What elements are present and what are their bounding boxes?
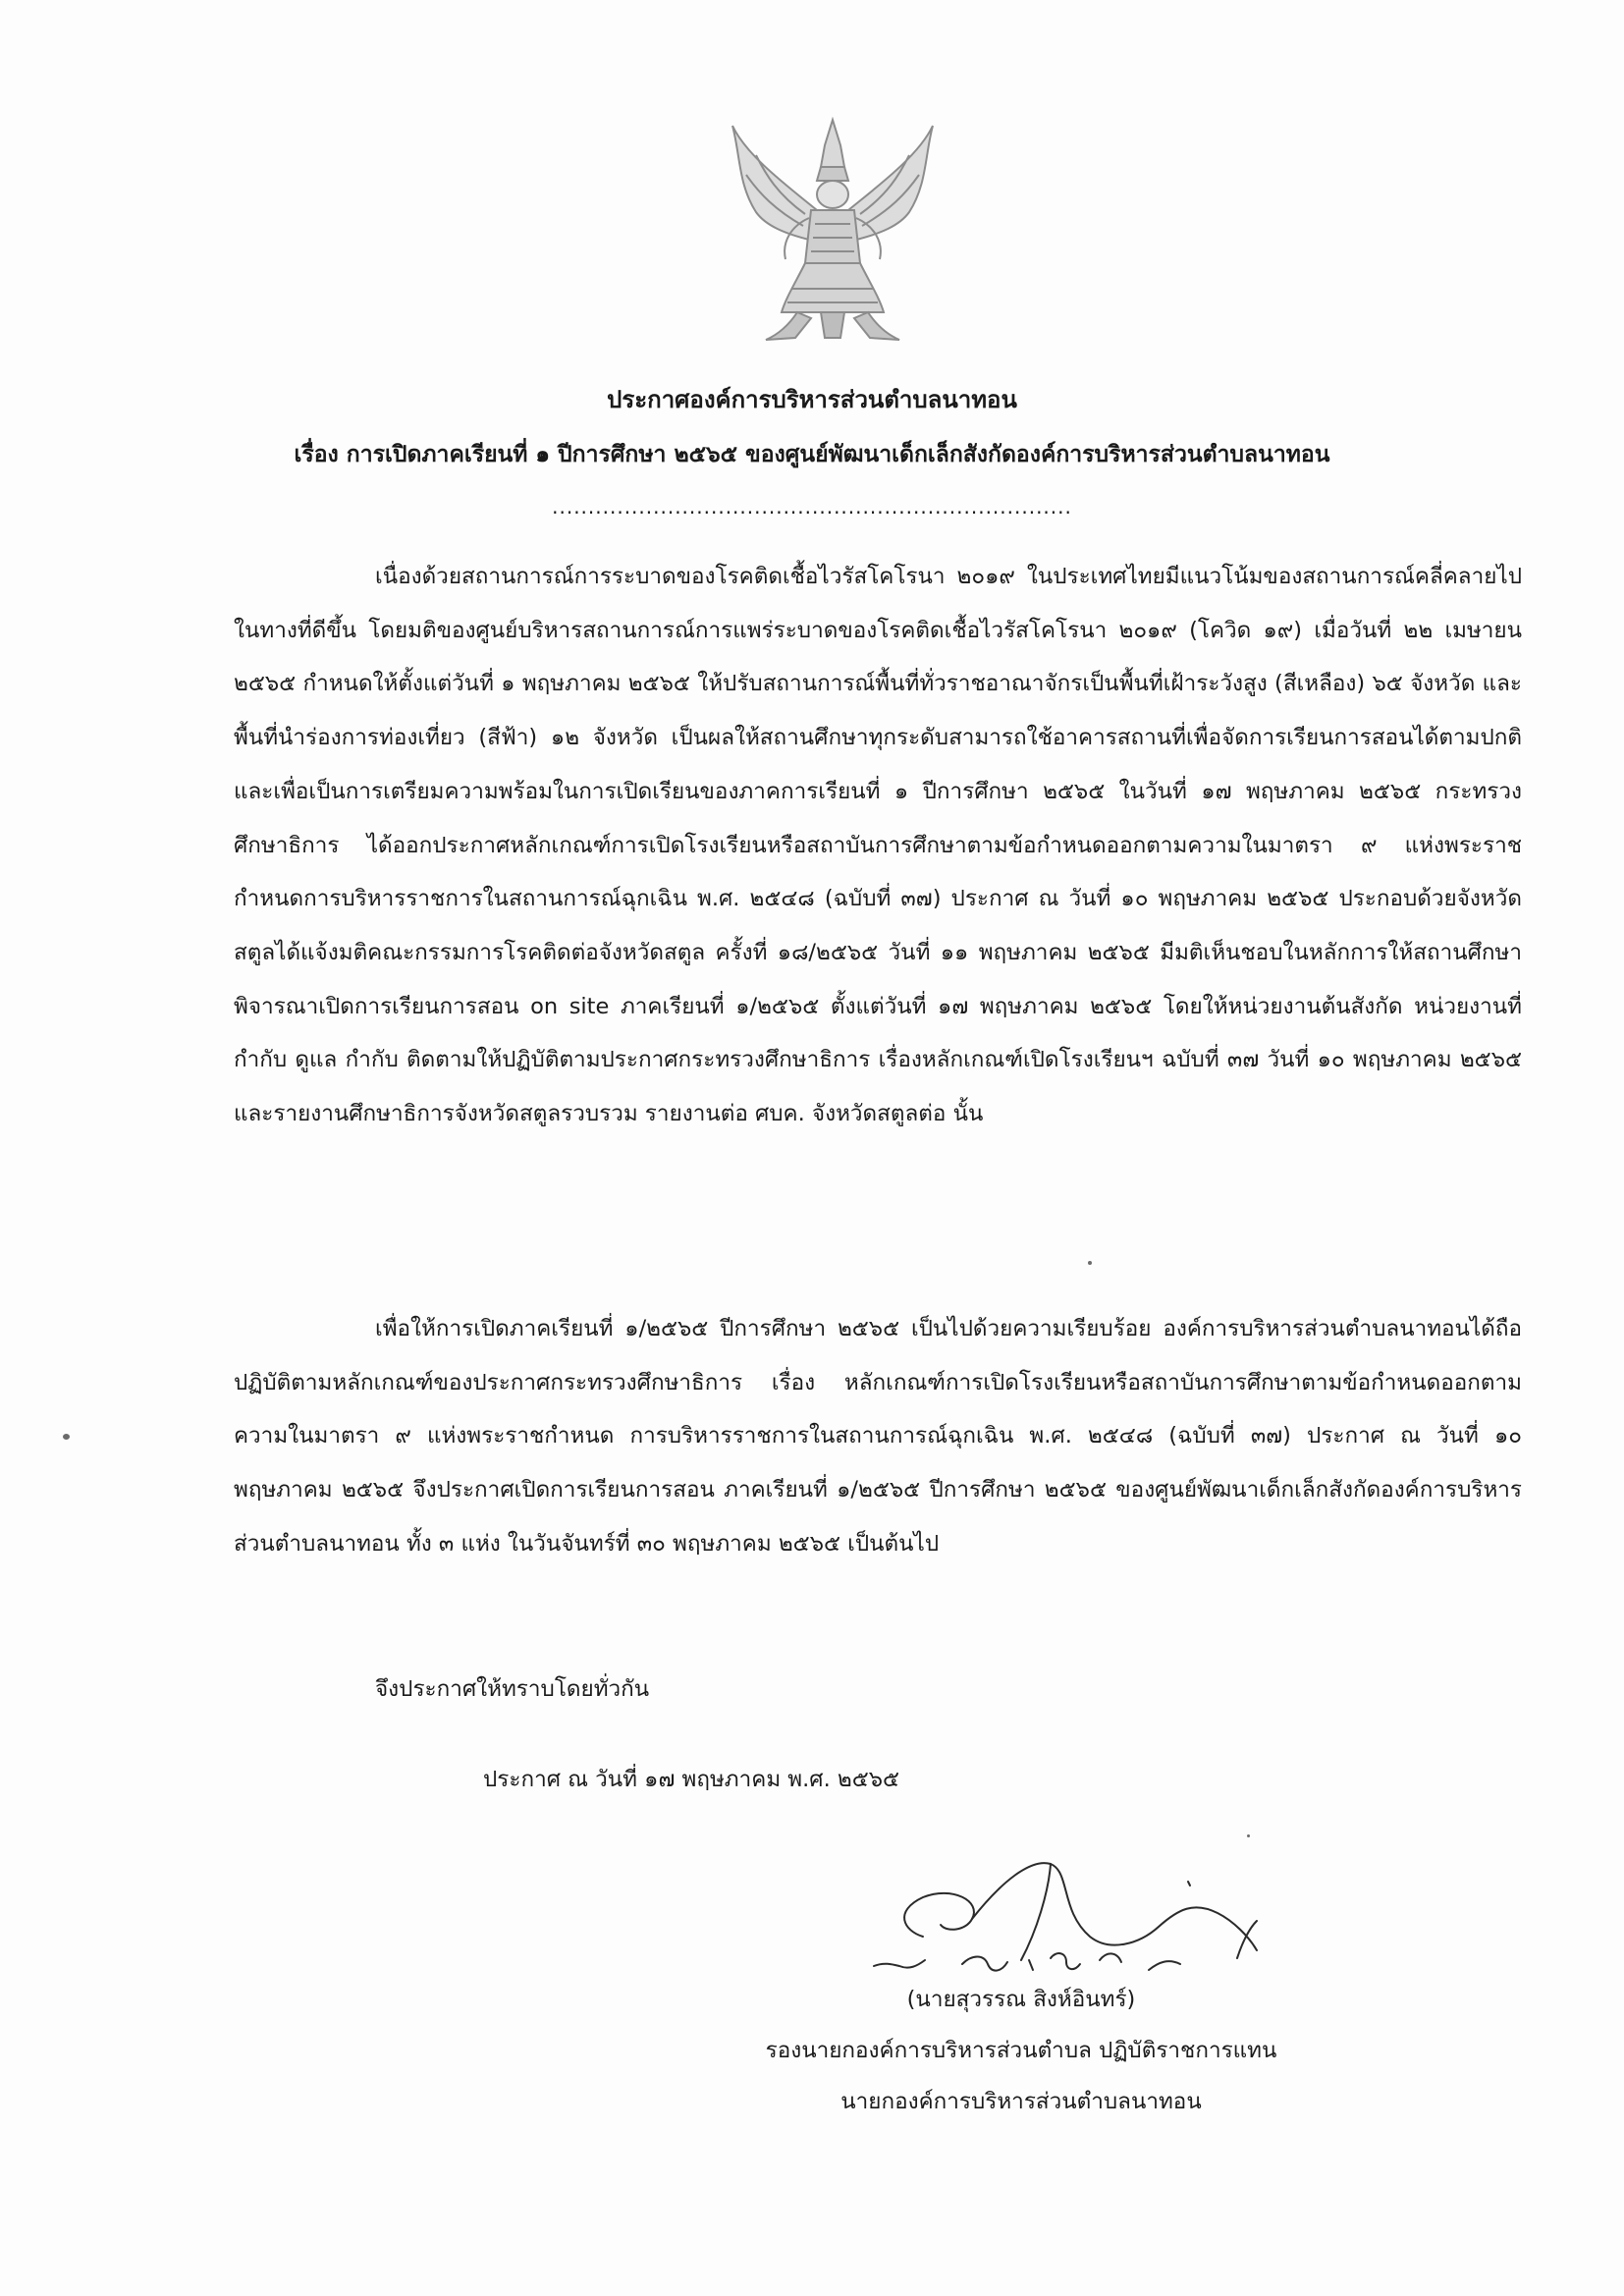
signature-block — [589, 1974, 1453, 2127]
announcement-date: ประกาศ ณ วันที่ ๑๗ พฤษภาคม พ.ศ. ๒๕๖๕ — [483, 1767, 900, 1792]
garuda-emblem-icon — [727, 116, 939, 344]
paragraph-2-text: เพื่อให้การเปิดภาคเรียนที่ ๑/๒๕๖๕ ปีการศึกษา ๒๕๖๕ เป็นไปด้วยความเรียบร้อย องค์การบริหารส่วนตำบลนาทอนได้ถือปฏิบัติตามหลักเกณฑ์ของประกาศกระทรวงศึกษาธิการ เรื่อง หลักเกณฑ์การเปิดโรงเรียนหรือสถาบันการศึกษาตามข้อกำหนดออกตามความในมาตรา ๙ แห่งพระราชกำหนด การบริหารราชการในสถานการณ์ฉุกเฉิน พ.ศ. ๒๕๔๘ (ฉบับที่ ๓๗) ประกาศ ณ วันที่ ๑๐ พฤษภาคม ๒๕๖๕ จึงประกาศเปิดการเรียนการสอน ภาคเรียนที่ ๑/๒๕๖๕ ปีการศึกษา ๒๕๖๕ ของศูนย์พัฒนาเด็กเล็กสังกัดองค์การบริหารส่วนตำบลนาทอน ทั้ง ๓ แห่ง ในวันจันทร์ที่ ๓๐ พฤษภาคม ๒๕๖๕ เป็นต้นไป — [234, 1316, 1522, 1557]
announcement-title: ประกาศองค์การบริหารส่วนตำบลนาทอน — [607, 386, 1017, 413]
body-paragraph-1 — [234, 550, 1522, 1141]
announcement-subject: เรื่อง การเปิดภาคเรียนที่ ๑ ปีการศึกษา ๒๕๖๕ ของศูนย์พัฒนาเด็กเล็กสังกัดองค์การบริหารส่วนตำบลนาทอน — [294, 442, 1330, 467]
scan-speck — [63, 1434, 70, 1440]
signatory-position-1: รองนายกองค์การบริหารส่วนตำบล ปฏิบัติราชการแทน — [765, 2038, 1277, 2063]
scan-speck — [1247, 1834, 1250, 1837]
scan-speck — [1088, 1261, 1092, 1265]
body-paragraph-2 — [234, 1302, 1522, 1571]
signatory-position-2: นายกองค์การบริหารส่วนตำบลนาทอน — [840, 2089, 1202, 2114]
signatory-name: (นายสุวรรณ สิงห์อินทร์) — [906, 1987, 1136, 2012]
closing-statement: จึงประกาศให้ทราบโดยทั่วกัน — [375, 1676, 650, 1702]
paragraph-1-text: เนื่องด้วยสถานการณ์การระบาดของโรคติดเชื้อไวรัสโคโรนา ๒๐๑๙ ในประเทศไทยมีแนวโน้มของสถานการณ์คลี่คลายไปในทางที่ดีขึ้น โดยมติของศูนย์บริหารสถานการณ์การแพร่ระบาดของโรคติดเชื้อไวรัสโคโรนา ๒๐๑๙ (โควิด ๑๙) เมื่อวันที่ ๒๒ เมษายน ๒๕๖๕ กำหนดให้ตั้งแต่วันที่ ๑ พฤษภาคม ๒๕๖๕ ให้ปรับสถานการณ์พื้นที่ทั่วราชอาณาจักรเป็นพื้นที่เฝ้าระวังสูง (สีเหลือง) ๖๕ จังหวัด และพื้นที่นำร่องการท่องเที่ยว (สีฟ้า) ๑๒ จังหวัด เป็นผลให้สถานศึกษาทุกระดับสามารถใช้อาคารสถานที่เพื่อจัดการเรียนการสอนได้ตามปกติ และเพื่อเป็นการเตรียมความพร้อมในการเปิดเรียนของภาคการเรียนที่ ๑ ปีการศึกษา ๒๕๖๕ ในวันที่ ๑๗ พฤษภาคม ๒๕๖๕ กระทรวงศึกษาธิการ ได้ออกประกาศหลักเกณฑ์การเปิดโรงเรียนหรือสถาบันการศึกษาตามข้อกำหนดออกตามความในมาตรา ๙ แห่งพระราชกำหนดการบริหารราชการในสถานการณ์ฉุกเฉิน พ.ศ. ๒๕๔๘ (ฉบับที่ ๓๗) ประกาศ ณ วันที่ ๑๐ พฤษภาคม ๒๕๖๕ ประกอบด้วยจังหวัดสตูลได้แจ้งมติคณะกรรมการโรคติดต่อจังหวัดสตูล ครั้งที่ ๑๘/๒๕๖๕ วันที่ ๑๑ พฤษภาคม ๒๕๖๕ มีมติเห็นชอบในหลักการให้สถานศึกษาพิจารณาเปิดการเรียนการสอน on site ภาคเรียนที่ ๑/๒๕๖๕ ตั้งแต่วันที่ ๑๗ พฤษภาคม ๒๕๖๕ โดยให้หน่วยงานต้นสังกัด หน่วยงานที่กำกับ ดูแล กำกับ ติดตามให้ปฏิบัติตามประกาศกระทรวงศึกษาธิการ เรื่องหลักเกณฑ์เปิดโรงเรียนฯ ฉบับที่ ๓๗ วันที่ ๑๐ พฤษภาคม ๒๕๖๕ และรายงานศึกษาธิการจังหวัดสตูลรวบรวม รายงานต่อ ศบค. จังหวัดสตูลต่อ นั้น — [234, 564, 1522, 1127]
handwritten-signature — [864, 1842, 1276, 1990]
title-divider: ........................................................................ — [552, 495, 1072, 519]
